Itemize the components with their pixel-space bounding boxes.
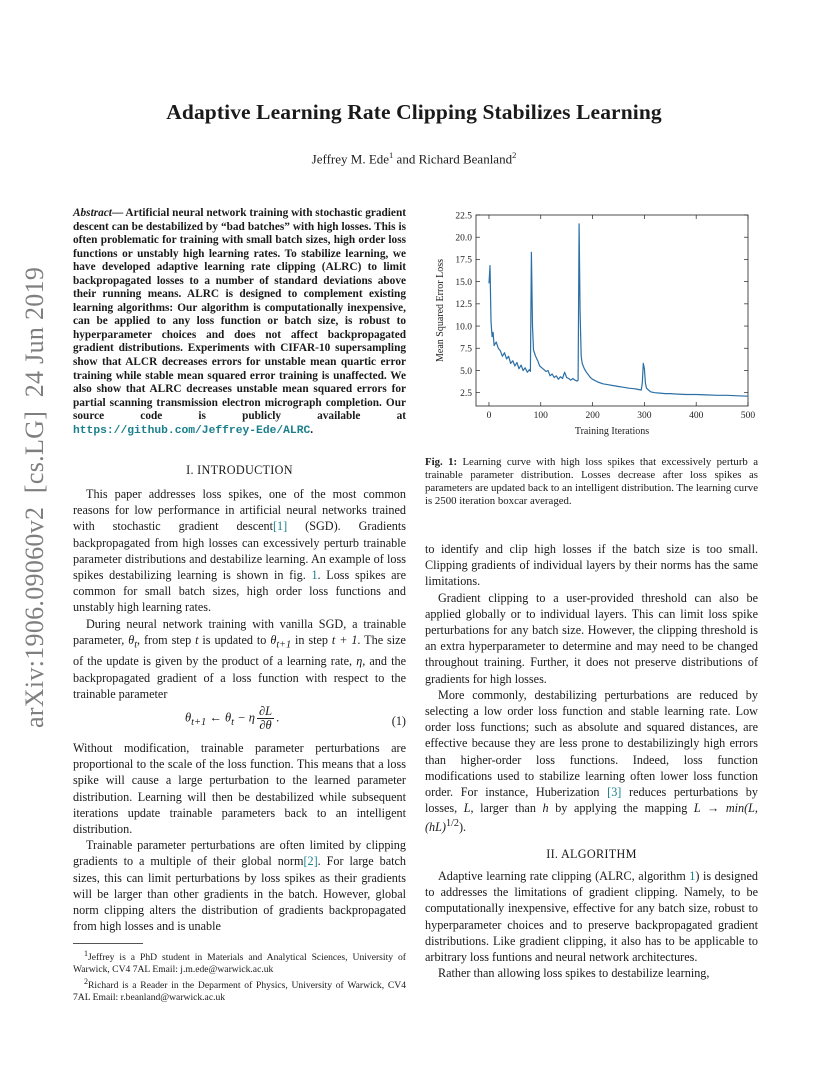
figure-caption	[425, 456, 758, 508]
h-symbol: h	[542, 801, 549, 816]
loss-symbol: L	[463, 801, 471, 816]
intro-p1-text-c: . Loss spikes are common for small batch sizes, high order loss functions and unstably high learning rates.	[73, 568, 406, 615]
right-paragraph-3	[425, 687, 758, 836]
plot-frame	[476, 215, 748, 406]
author-join: and	[393, 151, 419, 167]
intro-paragraph-2	[73, 616, 406, 702]
right-paragraph-1: to identify and clip high losses if the batch size is too small. Clipping gradients of individual layers by their norms has the same limitations.	[425, 542, 758, 589]
author-1-sup: 1	[389, 150, 394, 160]
abstract-dash: —	[111, 207, 124, 219]
y-tick-label: 20.0	[455, 233, 472, 244]
eq-rhs: θ	[225, 710, 232, 725]
footnote-2	[73, 976, 406, 1004]
intro-p2-text-c: is updated to	[198, 632, 271, 647]
x-tick-label: 0	[486, 411, 492, 421]
right-column-text	[425, 541, 758, 836]
eq-arrow: ←	[206, 710, 226, 725]
right-p3-text-e: ).	[458, 820, 467, 835]
right-p3-text-a: More commonly, destabilizing perturbations are reduced by selecting a low order loss function and stable learning rate. Low order loss functions; such as absolute and squared distances, are effective because they are less prone to destabilizingly high errors than higher-order loss functions. Indeed, loss function modifications used to stabilize learning often lower loss function order. For instance, Huberization	[425, 687, 758, 800]
step-t: t	[195, 632, 199, 647]
step-t1: t + 1	[331, 632, 358, 647]
introduction-text-2	[73, 740, 406, 934]
footnote-1-text: Jeffrey is a PhD student in Materials and Analytical Sciences, University of Warwick, CV4 7AL Email: j.m.ede@warwick.ac.uk	[73, 952, 406, 975]
algorithm-paragraph-1	[425, 868, 758, 965]
huber-mapping: L → min(L, (hL)	[425, 801, 758, 835]
alg-p1-text-b: ) is designed to addresses the limitations of gradient clipping. Namely, to be computationally inexpensive, effective for any batch size, robust to hyperparameter choices and to preserve backpropagated gradient distributions. Like gradient clipping, it also has to be applicable to arbitrary loss funtions and neural network architectures.	[425, 869, 758, 965]
section-heading-introduction: I. INTRODUCTION	[186, 463, 293, 477]
footnote-1	[73, 948, 406, 976]
x-axis-label: Training Iterations	[574, 426, 650, 437]
x-tick-label: 400	[689, 411, 704, 421]
intro-p2-text-b: , from step	[137, 632, 196, 647]
eq-minus-eta: − η	[234, 710, 255, 725]
intro-p2-text-a: During neural network training with vanilla SGD, a trainable parameter,	[73, 616, 406, 647]
eq-fraction	[257, 705, 274, 732]
huber-exponent: 1/2	[446, 818, 459, 830]
footnote-1-marker: 1	[84, 949, 88, 958]
footnotes	[73, 948, 406, 1004]
figure-label: Fig. 1:	[425, 456, 458, 468]
author-2: Richard Beanland	[418, 151, 513, 167]
theta-symbol-2: θ	[270, 632, 277, 647]
x-tick-label: 300	[637, 411, 652, 421]
algorithm-1-ref[interactable]: 1	[689, 869, 696, 883]
alg-p1-text-a: Adaptive learning rate clipping (ALRC, algorithm	[438, 869, 690, 883]
introduction-text	[73, 486, 406, 702]
footnote-2-text: Richard is a Reader in the Deparment of Physics, University of Warwick, CV4 7AL Email: r.beanland@warwick.ac.uk	[73, 979, 406, 1003]
citation-2[interactable]: [2]	[303, 854, 318, 869]
intro-p2-text-d: in step	[291, 632, 332, 647]
abstract-text: Artificial neural network training with stochastic gradient descent can be destabilized by “bad batches” with high losses. This is often problematic for training with small batch sizes, high order loss functions or unstably high learning rates. To stabilize learning, we have developed adaptive learning rate clipping (ALRC) to limit backpropagated losses to a number of standard deviations above their running means. ALRC is designed to complement existing learning algorithms: Our algorithm is computationally inexpensive, can be applied to any loss function or batch size, is robust to hyperparameter choices and does not affect backpropagated gradient distributions. Experiments with CIFAR-10 supersampling show that ALCR decreases errors for unstable mean quartic error training while stable mean squared error training is unaffected. We also show that ALRC decreases unstable mean squared errors for partial scanning transmission electron micrograph completion. Our source code is publicly available at	[73, 207, 406, 423]
y-tick-label: 15.0	[455, 277, 472, 288]
y-tick-label: 17.5	[455, 255, 472, 266]
eq-lhs-sub: t+1	[191, 716, 207, 728]
y-tick-label: 5.0	[460, 366, 472, 377]
right-p3-text-b: reduces perturbations by losses,	[425, 785, 758, 816]
eq-end: .	[276, 710, 280, 725]
y-tick-label: 10.0	[455, 322, 472, 333]
algorithm-paragraph-2: Rather than allowing loss spikes to destabilize learning,	[438, 966, 710, 981]
intro-paragraph-1	[73, 486, 406, 616]
section-heading-algorithm: II. ALGORITHM	[546, 847, 637, 861]
eta-symbol: η	[356, 654, 363, 669]
right-paragraph-2: Gradient clipping to a user-provided threshold can also be applied globally or to individual layers. This can limit loss spike perturbations for any batch size. However, the clipping threshold is an extra hyperparameter to determine and may need to be changed throughout training. Further, it does not preserve distributions of gradients for high losses.	[425, 590, 758, 686]
x-tick-label: 500	[740, 411, 756, 421]
author-line	[0, 150, 828, 167]
algorithm-text	[425, 868, 758, 981]
eq-rhs-sub: t	[231, 716, 235, 728]
equation-1-body	[185, 705, 279, 732]
x-tick-label: 200	[585, 411, 600, 421]
figure-1-ref[interactable]: 1	[311, 568, 318, 583]
intro-paragraph-4	[73, 837, 406, 934]
theta-symbol: θ	[128, 632, 135, 647]
y-tick-label: 7.5	[460, 344, 472, 355]
y-axis-label: Mean Squared Error Loss	[435, 258, 446, 363]
footnote-2-marker: 2	[84, 976, 88, 986]
loss-series-line	[489, 224, 748, 396]
citation-3[interactable]: [3]	[607, 785, 622, 800]
abstract-end: .	[310, 423, 314, 436]
author-1: Jeffrey M. Ede	[311, 151, 390, 167]
equation-1-label: (1)	[391, 714, 406, 728]
intro-p4-text-a: Trainable parameter perturbations are often limited by clipping gradients to a multiple of their global norm	[73, 838, 406, 869]
citation-1[interactable]: [1]	[273, 519, 288, 534]
eq-lhs: θ	[185, 710, 192, 725]
arxiv-stamp	[20, 266, 49, 738]
author-2-sup: 2	[512, 150, 517, 160]
equation-1	[73, 705, 406, 739]
eq-denominator: ∂θ	[259, 718, 272, 732]
abstract-lead: Abstract	[73, 207, 112, 219]
intro-p2-text-f: , and the backpropagated gradient of a loss function with respect to the trainable parameter	[73, 654, 406, 701]
right-p3-text-c: , larger than	[470, 801, 543, 816]
intro-paragraph-3: Without modification, trainable parameter perturbations are proportional to the scale of the loss function. This means that a loss spike will cause a large perturbation to the learned parameter distribution. Learning will then be destabilized while subsequent iterations update trainable parameters back to an intelligent distribution.	[73, 741, 406, 837]
abstract	[73, 207, 406, 438]
theta-sub-t: t	[134, 639, 138, 651]
y-tick-label: 22.5	[455, 211, 472, 222]
y-tick-label: 12.5	[455, 300, 472, 311]
paper-title: Adaptive Learning Rate Clipping Stabilizes Learning	[166, 100, 662, 124]
source-code-link[interactable]: https://github.com/Jeffrey-Ede/ALRC	[73, 424, 311, 437]
footnote-rule	[73, 943, 143, 944]
figure-caption-text: Learning curve with high loss spikes that excessively perturb a trainable parameter distribution. Losses decrease after loss spikes as parameters are updated back to an intelligent distribution. The learning curve is 2500 iteration boxcar averaged.	[425, 456, 758, 507]
intro-p1-text-a: This paper addresses loss spikes, one of the most common reasons for low performance in artificial neural networks trained with stochastic gradient descent	[73, 487, 406, 534]
intro-p4-text-b: . For large batch sizes, this can limit perturbations by loss spikes as their gradients will be larger than other gradients in the batch. However, global norm clipping alters the distribution of gradients backpropagated from high losses and is unable	[73, 854, 407, 934]
x-tick-label: 100	[533, 411, 548, 421]
loss-curve-figure	[430, 203, 760, 448]
theta-sub-t1: t+1	[276, 639, 292, 651]
intro-p2-text-e: . The size of the update is given by the product of a learning rate,	[73, 632, 406, 669]
y-tick-label: 2.5	[460, 388, 472, 399]
eq-numerator: ∂L	[258, 704, 273, 718]
arxiv-stamp-text: arXiv:1906.09060v2 [cs.LG] 24 Jun 2019	[20, 266, 49, 728]
intro-p1-text-b: (SGD). Gradients backpropagated from high losses can excessively perturb trainable parameter distributions and destabilize learning. An example of loss spikes destabilizing learning is shown in fig.	[73, 519, 407, 583]
right-p3-text-d: by applying the mapping	[548, 801, 694, 816]
